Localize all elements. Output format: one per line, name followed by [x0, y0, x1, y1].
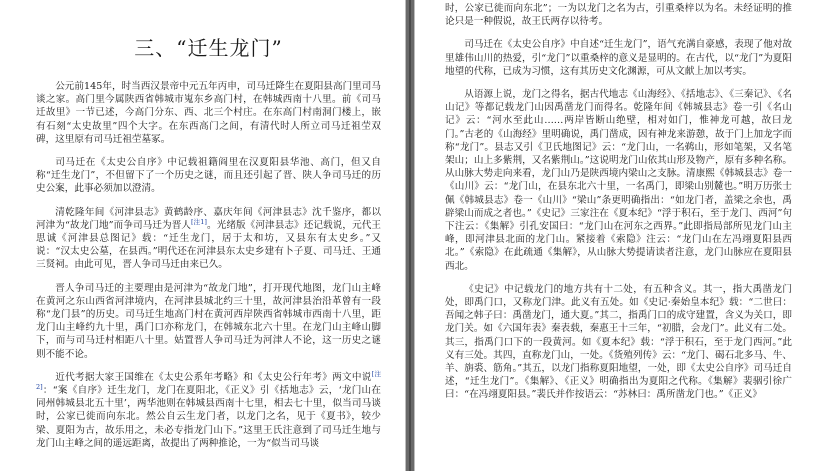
left-page [0, 0, 406, 471]
page-divider [406, 0, 414, 471]
paragraph: 司马迁在《太史公自序》中自述“迁生龙门”，语气充满自豪感，表现了他对故里雄伟山川的热爱，引“龙门”以重桑梓的意义是显明的。在古代，以“龙门”为夏阳地望的代称，已成为习惯，这有其历史文化渊源，可从文献上加以考实。 [445, 39, 792, 77]
footnote-link[interactable]: [注1] [191, 217, 207, 226]
paragraph: 公元前145年，时当西汉景帝中元五年丙申，司马迁降生在夏阳县高门里司马谈之家。高门里今属陕西省韩城市嵬东乡高门村，在韩城西南十八里。前《司马迁故里》一节已述，今高门分东、西、北三个村庄。在东高门村南洞门楼上，嵌有石刻“太史故里”四个大字。在东西高门之间，有清代时人所立司马迁祖茔双碑，这里原有司马迁祖茔墓冢。 [36, 81, 381, 145]
paragraph-text: 近代考据大家王国维在《太史公系年考略》和《太史公行年考》两文中说 [55, 371, 372, 383]
paragraph: 时，公家已徙而向东北”；一为以龙门之名为古，引重桑梓以为名。未经证明的推论只是一种假说，故王氏两存以待考。 [445, 3, 792, 28]
paragraph-text: ：“案《自序》迁生龙门，龙门在夏阳北，《正义》引《括地志》云，‘龙门山在同州韩城县北五十里’，两华池则在韩城县西南十七里，相去七十里，似当司马谈时，公家已徙而向东北。然公自云生龙门者，以龙门之名，见于《夏书》，较少梁、夏阳为古，故乐用之，未必专指龙门山下。”这里王氏注意到了司马迁生地与龙门山主峰之间的遥远距离，故提出了两种推论，一为“似当司马谈 [36, 385, 381, 449]
paragraph-text: 清乾隆年间《河津县志》黄鹤龄序、嘉庆年间《河津县志》沈千鉴序，都以河津为“故龙门地”而争司马迁为晋人 [36, 206, 381, 231]
paragraph [36, 371, 381, 450]
right-page [414, 0, 820, 471]
paragraph: 晋人争司马迁的主要理由是河津为“故龙门地”，打开现代地图，龙门山主峰在黄河之东山西省河津境内，在河津县城北约三十里，故河津县治沿革曾有一段称“龙门县”的历史。司马迁生地高门村在黄河西岸陕西省韩城市西南十八里，距龙门山主峰约九十里，禹门口亦称龙门，在韩城东北六十里。在龙门山主峰山脚下，而与司马迁村相距八十里。姑置晋人争司马迁为河津人不论，这一历史之谜则不能不论。 [36, 282, 381, 360]
footnote-link[interactable]: [注2] [36, 369, 381, 391]
paragraph: 从语源上说，龙门之得名，据古代地志《山海经》、《括地志》、《三秦记》、《名山记》等都记载龙门山因禹凿龙门而得名。乾隆年间《韩城县志》卷一引《名山记》云：“河水至此山……两岸皆断山绝壁，相对如门，惟神龙可越，故曰龙门。”古老的《山海经》里明确说，禹门凿成，因有神龙来游憩，故于门上加龙字而称“龙门”。县志又引《卫氏地图记》云：“龙门山，一名鹈山，形如笔架，又名笔架山；山上多紫荆，又名紫荆山。”这说明龙门山依其山形及物产，原有多种名称。从山脉大势走向来看，龙门山乃是陕西境内梁山之支脉。清康熙《韩城县志》卷一《山川》云：“龙门山，在县东北六十里，一名禹门，即梁山别麓也。”明万历张士佩《韩城县志》卷一《山川》“梁山”条更明确指出：“如龙门者，盖梁之余也，禹辟梁山而成之者也。”《史记》三家注在《夏本纪》“浮于积石，至于龙门、西河”句下注云：《集解》引孔安国曰：“龙门山在河东之西界。”此即指局部所见龙门山主峰，即河津县北面的龙门山。紧接着《索隐》注云：“龙门山在左冯翊夏阳县西北。”《索隐》在此疏通《集解》，从山脉大势提请读者注意，龙门山脉应在夏阳县西北。 [445, 89, 792, 272]
paragraph [36, 206, 381, 272]
paragraph-text: 。光绪版《河津县志》还记载说，元代王思诚《河津县总图记》载：“迁生龙门，居于太和坊，又县东有太史乡。”又说：“汉太史公墓，在县西。”明代还在河津县东太史乡建有卜子夏、司马迁、王通三贤祠。由此可见，晋人争司马迁由来已久。 [36, 219, 382, 271]
section-title: 三、“迁生龙门” [134, 36, 283, 60]
paragraph: 《史记》中记载龙门的地方共有十二处，有五种含义。其一，指大禹凿龙门处，即禹门口，又称龙门津。此义有五处。如《史记·秦始皇本纪》载：“二世曰：吾闻之韩子曰：禹凿龙门，通大夏。”其二，指禹门口的成守建置，含义为关口，即龙门关。如《六国年表》秦表载，秦惠王十三年，“初腊，会龙门”。此义有二处。其三，指禹门口下的一段黄河。如《夏本纪》载：“浮于积石，至于龙门西河。”此义有三处。其四，直称龙门山，一处。《货殖列传》云：“龙门、碣石北多马、牛、羊、旃裘、筋角。”其五，以龙门指称夏阳地望，一处，即《太史公自序》司马迁自述，“迁生龙门”。《集解》、《正义》明确指出为夏阳之代称。《集解》裴骃引徐广曰：“在冯翊夏阳县。”裴氏并作按语云：“苏林曰：禹所凿龙门也。”《正义》 [445, 283, 792, 401]
paragraph: 司马迁在《太史公自序》中记载祖籍阎里在汉夏阳县华池、高门，但又自称“迁生龙门”，不但留下了一个历史之谜，而且还引起了晋、陕人争司马迁的历史公案，此事必须加以澄清。 [36, 157, 381, 195]
